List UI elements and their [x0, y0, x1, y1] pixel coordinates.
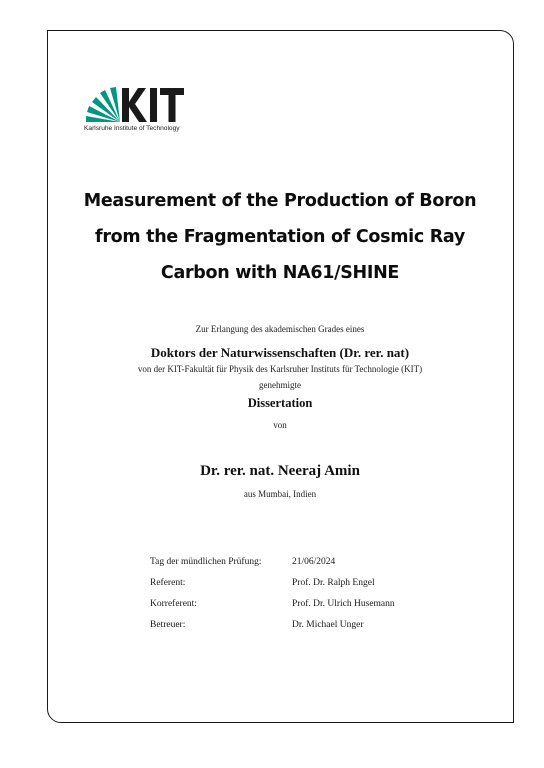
author-name: Dr. rer. nat. Neeraj Amin	[200, 463, 360, 479]
kit-logo-tagline: Karlsruhe Institute of Technology	[84, 125, 180, 132]
author-origin: aus Mumbai, Indien	[243, 489, 317, 499]
info-row-korreferent	[150, 593, 395, 614]
info-value: Prof. Dr. Ulrich Husemann	[292, 598, 395, 609]
doc-type: Dissertation	[247, 396, 313, 410]
info-row-referent	[150, 572, 395, 593]
exam-info-table	[150, 551, 395, 635]
info-row-betreuer	[150, 614, 395, 635]
title-line-2: from the Fragmentation of Cosmic Ray	[95, 227, 465, 247]
info-value: Dr. Michael Unger	[292, 619, 364, 630]
degree-name: Doktors der Naturwissenschaften (Dr. rer. nat)	[150, 345, 410, 360]
thesis-title	[60, 183, 500, 291]
title-line-3: Carbon with NA61/SHINE	[160, 263, 400, 283]
info-label: Betreuer:	[150, 619, 186, 630]
info-label: Korreferent:	[150, 598, 197, 609]
approved-line: genehmigte	[259, 380, 301, 390]
info-row-exam-date	[150, 551, 395, 572]
info-value: 21/06/2024	[292, 556, 336, 567]
info-label: Referent:	[150, 577, 186, 588]
kit-logo-icon	[84, 86, 194, 126]
faculty-line: von der KIT-Fakultät für Physik des Karlsruher Instituts für Technologie (KIT)	[137, 364, 423, 374]
info-label: Tag der mündlichen Prüfung:	[150, 556, 262, 567]
by-line: von	[273, 420, 287, 430]
degree-intro: Zur Erlangung des akademischen Grades eines	[195, 324, 365, 334]
title-line-1: Measurement of the Production of Boron	[83, 191, 477, 211]
info-value: Prof. Dr. Ralph Engel	[292, 577, 375, 588]
